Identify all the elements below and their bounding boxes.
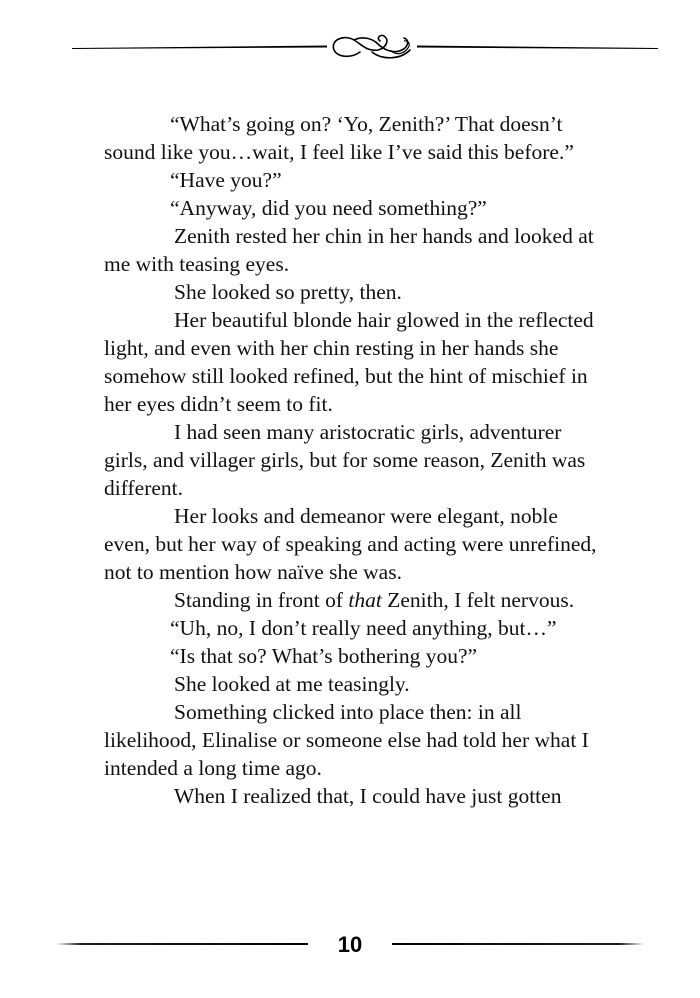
paragraph-text: Standing in front of xyxy=(174,588,349,612)
paragraph: “Uh, no, I don’t really need anything, but…” xyxy=(170,616,557,640)
emphasis-text: that xyxy=(348,588,382,612)
paragraph: She looked so pretty, then. xyxy=(174,280,402,304)
paragraph: “Is that so? What’s bothering you?” xyxy=(170,644,478,668)
paragraph xyxy=(104,586,604,614)
header-rule-right xyxy=(417,46,658,50)
header-rule-left xyxy=(72,46,327,50)
body-text xyxy=(104,110,604,810)
page-footer xyxy=(56,930,644,960)
flourish-swirl-icon xyxy=(333,35,410,57)
paragraph: Her looks and demeanor were elegant, noble even, but her way of speaking and acting were unrefined, not to mention how naïve she was. xyxy=(104,504,597,584)
paragraph: She looked at me teasingly. xyxy=(174,672,410,696)
footer-rule-right xyxy=(392,943,644,945)
paragraph: Her beautiful blonde hair glowed in the reflected light, and even with her chin resting in her hands she somehow still looked refined, but the hint of mischief in her eyes didn’t seem to fit. xyxy=(104,308,594,416)
paragraph: I had seen many aristocratic girls, adventurer girls, and villager girls, but for some reason, Zenith was different. xyxy=(104,420,586,500)
paragraph: When I realized that, I could have just gotten xyxy=(174,784,562,808)
page-number: 10 xyxy=(337,932,363,957)
paragraph: “Have you?” xyxy=(170,168,282,192)
paragraph: Something clicked into place then: in all likelihood, Elinalise or someone else had told her what I intended a long time ago. xyxy=(104,700,589,780)
paragraph: “What’s going on? ‘Yo, Zenith?’ That doesn’t sound like you…wait, I feel like I’ve said this before.” xyxy=(104,112,574,164)
paragraph: Zenith rested her chin in her hands and looked at me with teasing eyes. xyxy=(104,224,594,276)
paragraph: “Anyway, did you need something?” xyxy=(170,196,487,220)
header-flourish-ornament xyxy=(72,28,658,68)
paragraph-text: Zenith, I felt nervous. xyxy=(381,588,575,612)
